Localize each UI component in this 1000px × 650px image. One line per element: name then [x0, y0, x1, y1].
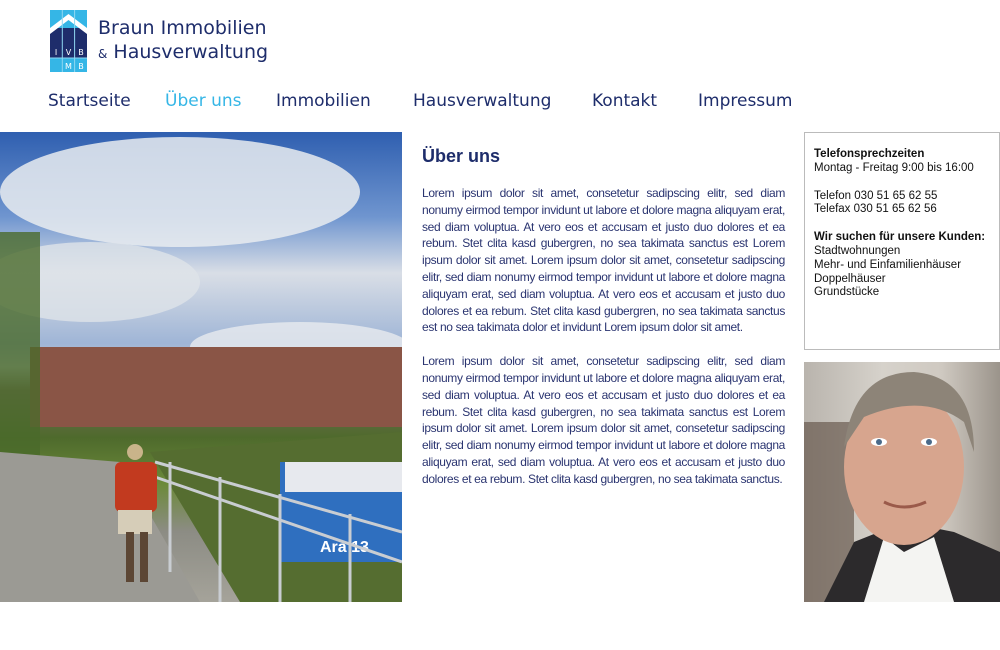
- brand-line-2: [98, 40, 268, 66]
- contact-info-box: [804, 132, 1000, 350]
- riverside-photo: [0, 132, 402, 602]
- search-title: Wir suchen für unsere Kunden:: [814, 231, 986, 244]
- portrait-photo: [804, 362, 1000, 602]
- fax-number: Telefax 030 51 65 62 56: [814, 203, 937, 216]
- brand-line-2-text: Hausverwaltung: [113, 41, 269, 63]
- brand-ampersand: &: [98, 47, 108, 61]
- svg-text:B: B: [78, 48, 84, 57]
- svg-text:V: V: [65, 48, 72, 57]
- logo-icon: [50, 10, 87, 72]
- nav-immobilien[interactable]: Immobilien: [276, 91, 371, 111]
- main-content: [422, 146, 785, 505]
- nav-impressum[interactable]: Impressum: [698, 91, 793, 111]
- nav-startseite[interactable]: Startseite: [48, 91, 131, 111]
- boat-label: Ara 13: [320, 539, 369, 556]
- page-title: Über uns: [422, 146, 501, 166]
- search-item: Doppelhäuser: [814, 272, 886, 285]
- brand-line-1: Braun Immobilien: [98, 17, 267, 39]
- riverside-scene: [0, 132, 402, 602]
- nav-hausverwaltung[interactable]: Hausverwaltung: [413, 91, 552, 111]
- portrait-figure: [804, 362, 1000, 602]
- search-item: Grundstücke: [814, 286, 880, 299]
- search-item: Mehr- und Einfamilienhäuser: [814, 258, 962, 271]
- paragraph-1: Lorem ipsum dolor sit amet, consetetur sadipscing elitr, sed diam nonumy eirmod tempor invidunt ut labore et dolore magna aliquyam erat, sed diam voluptua. At vero eos et accusam et justo duo dolores et ea rebum. Stet clita kasd gubergren, no sea takimata sanctus est Lorem ipsum dolor sit amet. Lorem ipsum dolor sit amet, consetetur sadipscing elitr, sed diam nonumy eirmod tempor invidunt ut labore et dolore magna aliquyam erat, sed diam voluptua. At vero eos et accusam et justo duo dolores et ea rebum. Stet clita kasd gubergren, no sea takimata sanctus est no sea takimata dolor et invidunt Lorem ipsum dolor sit amet.: [422, 186, 785, 335]
- svg-text:B: B: [78, 62, 84, 71]
- svg-text:M: M: [65, 62, 72, 71]
- hours-text: Montag - Freitag 9:00 bis 16:00: [814, 161, 974, 174]
- brand-name: [98, 16, 268, 66]
- phone-number[interactable]: Telefon 030 51 65 62 55: [814, 189, 938, 202]
- paragraph-2: Lorem ipsum dolor sit amet, consetetur sadipscing elitr, sed diam nonumy eirmod tempor invidunt ut labore et dolore magna aliquyam erat, sed diam voluptua. At vero eos et accusam et justo duo dolores et ea rebum. Stet clita kasd gubergren, no sea takimata sanctus est Lorem ipsum dolor sit amet. Lorem ipsum dolor sit amet, consetetur sadipscing elitr, sed diam nonumy eirmod tempor invidunt ut labore et dolore magna aliquyam erat, sed diam voluptua. At vero eos et accusam et justo duo dolores et ea rebum. Stet clita kasd gubergren, no sea takimata sanctus.: [422, 354, 785, 486]
- hours-title: Telefonsprechzeiten: [814, 148, 925, 160]
- svg-text:I: I: [54, 48, 58, 57]
- nav-ueber-uns[interactable]: Über uns: [165, 91, 242, 111]
- nav-kontakt[interactable]: Kontakt: [592, 91, 658, 111]
- search-item: Stadtwohnungen: [814, 244, 901, 257]
